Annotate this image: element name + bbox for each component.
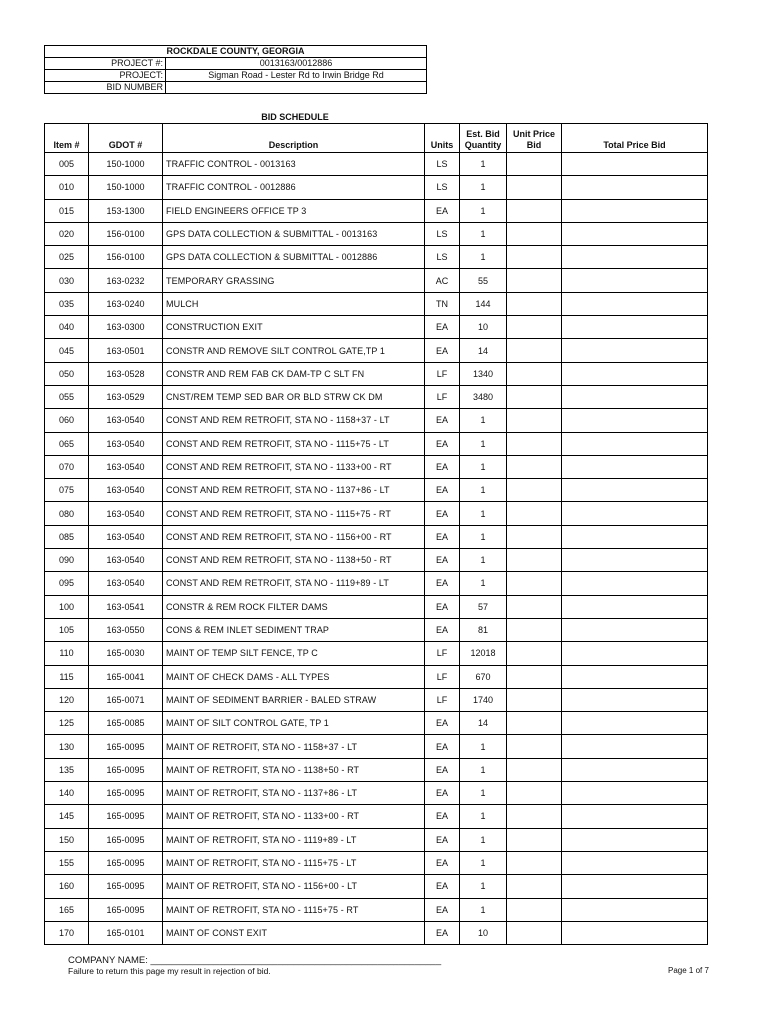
description-cell: CONSTRUCTION EXIT — [163, 316, 425, 339]
gdot-number-cell: 163-0529 — [89, 385, 163, 408]
table-row — [45, 409, 708, 432]
quantity-cell: 10 — [460, 921, 507, 944]
table-row — [45, 292, 708, 315]
unit-price-input-cell[interactable] — [507, 805, 562, 828]
col-unit-price-header: Unit Price Bid — [507, 124, 562, 153]
unit-price-input-cell[interactable] — [507, 898, 562, 921]
total-price-input-cell[interactable] — [562, 851, 708, 874]
table-row — [45, 665, 708, 688]
total-price-input-cell[interactable] — [562, 153, 708, 176]
item-number-cell: 145 — [45, 805, 89, 828]
quantity-cell: 1 — [460, 432, 507, 455]
gdot-number-cell: 165-0041 — [89, 665, 163, 688]
quantity-cell: 3480 — [460, 385, 507, 408]
item-number-cell: 030 — [45, 269, 89, 292]
description-cell: MAINT OF SILT CONTROL GATE, TP 1 — [163, 712, 425, 735]
table-row — [45, 735, 708, 758]
units-cell: EA — [425, 618, 460, 641]
table-header-row — [45, 124, 708, 153]
item-number-cell: 035 — [45, 292, 89, 315]
description-cell: MAINT OF CHECK DAMS - ALL TYPES — [163, 665, 425, 688]
col-units-header: Units — [425, 124, 460, 153]
total-price-input-cell[interactable] — [562, 758, 708, 781]
gdot-number-cell: 165-0095 — [89, 828, 163, 851]
gdot-number-cell: 165-0095 — [89, 875, 163, 898]
units-cell: EA — [425, 549, 460, 572]
quantity-cell: 1340 — [460, 362, 507, 385]
table-row — [45, 316, 708, 339]
total-price-input-cell[interactable] — [562, 782, 708, 805]
total-price-input-cell[interactable] — [562, 479, 708, 502]
total-price-input-cell[interactable] — [562, 828, 708, 851]
col-total-price-header: Total Price Bid — [562, 124, 708, 153]
total-price-input-cell[interactable] — [562, 805, 708, 828]
total-price-input-cell[interactable] — [562, 316, 708, 339]
table-row — [45, 572, 708, 595]
table-row — [45, 153, 708, 176]
unit-price-input-cell[interactable] — [507, 292, 562, 315]
project-name-row — [45, 70, 427, 82]
units-cell: LS — [425, 222, 460, 245]
gdot-number-cell: 153-1300 — [89, 199, 163, 222]
description-cell: MAINT OF RETROFIT, STA NO - 1137+86 - LT — [163, 782, 425, 805]
col-description-header: Description — [163, 124, 425, 153]
gdot-number-cell: 165-0095 — [89, 735, 163, 758]
quantity-cell: 1 — [460, 898, 507, 921]
units-cell: EA — [425, 875, 460, 898]
table-row — [45, 875, 708, 898]
total-price-input-cell[interactable] — [562, 409, 708, 432]
unit-price-input-cell[interactable] — [507, 455, 562, 478]
description-cell: MAINT OF RETROFIT, STA NO - 1133+00 - RT — [163, 805, 425, 828]
description-cell: MAINT OF RETROFIT, STA NO - 1156+00 - LT — [163, 875, 425, 898]
unit-price-input-cell[interactable] — [507, 176, 562, 199]
gdot-number-cell: 165-0101 — [89, 921, 163, 944]
item-number-cell: 010 — [45, 176, 89, 199]
unit-price-input-cell[interactable] — [507, 642, 562, 665]
total-price-input-cell[interactable] — [562, 362, 708, 385]
table-row — [45, 362, 708, 385]
col-gdot-header: GDOT # — [89, 124, 163, 153]
total-price-input-cell[interactable] — [562, 875, 708, 898]
quantity-cell: 1 — [460, 851, 507, 874]
project-info-table — [44, 45, 427, 94]
item-number-cell: 155 — [45, 851, 89, 874]
description-cell: CONSTR AND REMOVE SILT CONTROL GATE,TP 1 — [163, 339, 425, 362]
total-price-input-cell[interactable] — [562, 735, 708, 758]
unit-price-input-cell[interactable] — [507, 875, 562, 898]
unit-price-input-cell[interactable] — [507, 432, 562, 455]
units-cell: EA — [425, 595, 460, 618]
description-cell: MAINT OF RETROFIT, STA NO - 1158+37 - LT — [163, 735, 425, 758]
units-cell: EA — [425, 828, 460, 851]
item-number-cell: 090 — [45, 549, 89, 572]
page-number: Page 1 of 7 — [668, 966, 709, 975]
description-cell: CONSTR & REM ROCK FILTER DAMS — [163, 595, 425, 618]
table-row — [45, 269, 708, 292]
gdot-number-cell: 163-0540 — [89, 455, 163, 478]
gdot-number-cell: 163-0528 — [89, 362, 163, 385]
unit-price-input-cell[interactable] — [507, 316, 562, 339]
quantity-cell: 1740 — [460, 688, 507, 711]
item-number-cell: 080 — [45, 502, 89, 525]
quantity-cell: 1 — [460, 549, 507, 572]
description-cell: MULCH — [163, 292, 425, 315]
quantity-cell: 14 — [460, 339, 507, 362]
item-number-cell: 100 — [45, 595, 89, 618]
total-price-input-cell[interactable] — [562, 549, 708, 572]
item-number-cell: 105 — [45, 618, 89, 641]
unit-price-input-cell[interactable] — [507, 409, 562, 432]
item-number-cell: 150 — [45, 828, 89, 851]
units-cell: EA — [425, 712, 460, 735]
company-name-line[interactable]: COMPANY NAME: _______________________________________________________ — [68, 955, 442, 966]
item-number-cell: 130 — [45, 735, 89, 758]
units-cell: EA — [425, 921, 460, 944]
project-number-label: PROJECT #: — [45, 58, 166, 70]
col-item-header: Item # — [45, 124, 89, 153]
description-cell: FIELD ENGINEERS OFFICE TP 3 — [163, 199, 425, 222]
gdot-number-cell: 165-0095 — [89, 758, 163, 781]
item-number-cell: 065 — [45, 432, 89, 455]
item-number-cell: 120 — [45, 688, 89, 711]
total-price-input-cell[interactable] — [562, 525, 708, 548]
description-cell: MAINT OF RETROFIT, STA NO - 1138+50 - RT — [163, 758, 425, 781]
item-number-cell: 110 — [45, 642, 89, 665]
quantity-cell: 1 — [460, 572, 507, 595]
description-cell: CONST AND REM RETROFIT, STA NO - 1138+50 - RT — [163, 549, 425, 572]
total-price-input-cell[interactable] — [562, 432, 708, 455]
unit-price-input-cell[interactable] — [507, 269, 562, 292]
total-price-input-cell[interactable] — [562, 339, 708, 362]
item-number-cell: 135 — [45, 758, 89, 781]
unit-price-input-cell[interactable] — [507, 712, 562, 735]
quantity-cell: 57 — [460, 595, 507, 618]
gdot-number-cell: 163-0540 — [89, 525, 163, 548]
quantity-cell: 1 — [460, 735, 507, 758]
units-cell: LS — [425, 176, 460, 199]
unit-price-input-cell[interactable] — [507, 153, 562, 176]
item-number-cell: 170 — [45, 921, 89, 944]
quantity-cell: 144 — [460, 292, 507, 315]
table-row — [45, 199, 708, 222]
bid-number-value[interactable] — [166, 82, 427, 94]
gdot-number-cell: 163-0540 — [89, 502, 163, 525]
project-name-label: PROJECT: — [45, 70, 166, 82]
units-cell: EA — [425, 805, 460, 828]
table-row — [45, 618, 708, 641]
total-price-input-cell[interactable] — [562, 222, 708, 245]
total-price-input-cell[interactable] — [562, 246, 708, 269]
units-cell: LF — [425, 362, 460, 385]
gdot-number-cell: 163-0550 — [89, 618, 163, 641]
unit-price-input-cell[interactable] — [507, 665, 562, 688]
description-cell: CONST AND REM RETROFIT, STA NO - 1158+37 - LT — [163, 409, 425, 432]
units-cell: EA — [425, 409, 460, 432]
units-cell: EA — [425, 316, 460, 339]
units-cell: EA — [425, 572, 460, 595]
unit-price-input-cell[interactable] — [507, 479, 562, 502]
quantity-cell: 1 — [460, 176, 507, 199]
project-number-value: 0013163/0012886 — [166, 58, 427, 70]
county-title: ROCKDALE COUNTY, GEORGIA — [45, 46, 427, 58]
table-row — [45, 688, 708, 711]
units-cell: TN — [425, 292, 460, 315]
unit-price-input-cell[interactable] — [507, 525, 562, 548]
units-cell: LF — [425, 642, 460, 665]
gdot-number-cell: 163-0540 — [89, 572, 163, 595]
units-cell: EA — [425, 525, 460, 548]
item-number-cell: 085 — [45, 525, 89, 548]
gdot-number-cell: 156-0100 — [89, 222, 163, 245]
description-cell: MAINT OF RETROFIT, STA NO - 1115+75 - LT — [163, 851, 425, 874]
item-number-cell: 060 — [45, 409, 89, 432]
quantity-cell: 1 — [460, 455, 507, 478]
table-row — [45, 712, 708, 735]
unit-price-input-cell[interactable] — [507, 921, 562, 944]
table-row — [45, 898, 708, 921]
unit-price-input-cell[interactable] — [507, 339, 562, 362]
total-price-input-cell[interactable] — [562, 642, 708, 665]
item-number-cell: 115 — [45, 665, 89, 688]
description-cell: MAINT OF RETROFIT, STA NO - 1119+89 - LT — [163, 828, 425, 851]
units-cell: EA — [425, 851, 460, 874]
schedule-title: BID SCHEDULE — [261, 112, 329, 122]
gdot-number-cell: 163-0232 — [89, 269, 163, 292]
unit-price-input-cell[interactable] — [507, 735, 562, 758]
unit-price-input-cell[interactable] — [507, 572, 562, 595]
total-price-input-cell[interactable] — [562, 618, 708, 641]
total-price-input-cell[interactable] — [562, 502, 708, 525]
table-row — [45, 385, 708, 408]
gdot-number-cell: 163-0300 — [89, 316, 163, 339]
rejection-warning: Failure to return this page my result in rejection of bid. — [68, 966, 271, 976]
bid-schedule-table — [44, 123, 708, 945]
gdot-number-cell: 163-0541 — [89, 595, 163, 618]
table-row — [45, 339, 708, 362]
gdot-number-cell: 165-0095 — [89, 898, 163, 921]
unit-price-input-cell[interactable] — [507, 758, 562, 781]
quantity-cell: 10 — [460, 316, 507, 339]
quantity-cell: 1 — [460, 199, 507, 222]
bid-number-row — [45, 82, 427, 94]
total-price-input-cell[interactable] — [562, 199, 708, 222]
table-row — [45, 921, 708, 944]
units-cell: LS — [425, 246, 460, 269]
description-cell: CONST AND REM RETROFIT, STA NO - 1156+00 - RT — [163, 525, 425, 548]
item-number-cell: 140 — [45, 782, 89, 805]
gdot-number-cell: 165-0095 — [89, 851, 163, 874]
item-number-cell: 125 — [45, 712, 89, 735]
item-number-cell: 045 — [45, 339, 89, 362]
units-cell: LF — [425, 665, 460, 688]
gdot-number-cell: 156-0100 — [89, 246, 163, 269]
table-row — [45, 246, 708, 269]
quantity-cell: 81 — [460, 618, 507, 641]
project-number-row — [45, 58, 427, 70]
table-row — [45, 525, 708, 548]
gdot-number-cell: 165-0085 — [89, 712, 163, 735]
item-number-cell: 025 — [45, 246, 89, 269]
quantity-cell: 1 — [460, 805, 507, 828]
table-row — [45, 828, 708, 851]
quantity-cell: 1 — [460, 758, 507, 781]
total-price-input-cell[interactable] — [562, 572, 708, 595]
gdot-number-cell: 165-0071 — [89, 688, 163, 711]
gdot-number-cell: 163-0540 — [89, 432, 163, 455]
units-cell: EA — [425, 199, 460, 222]
item-number-cell: 055 — [45, 385, 89, 408]
total-price-input-cell[interactable] — [562, 712, 708, 735]
description-cell: MAINT OF TEMP SILT FENCE, TP C — [163, 642, 425, 665]
units-cell: EA — [425, 339, 460, 362]
gdot-number-cell: 165-0030 — [89, 642, 163, 665]
description-cell: MAINT OF SEDIMENT BARRIER - BALED STRAW — [163, 688, 425, 711]
description-cell: TRAFFIC CONTROL - 0013163 — [163, 153, 425, 176]
gdot-number-cell: 163-0540 — [89, 549, 163, 572]
description-cell: GPS DATA COLLECTION & SUBMITTAL - 0012886 — [163, 246, 425, 269]
quantity-cell: 1 — [460, 153, 507, 176]
gdot-number-cell: 150-1000 — [89, 176, 163, 199]
total-price-input-cell[interactable] — [562, 898, 708, 921]
quantity-cell: 1 — [460, 875, 507, 898]
table-row — [45, 758, 708, 781]
quantity-cell: 1 — [460, 525, 507, 548]
gdot-number-cell: 165-0095 — [89, 782, 163, 805]
quantity-cell: 1 — [460, 479, 507, 502]
description-cell: CONST AND REM RETROFIT, STA NO - 1115+75 - RT — [163, 502, 425, 525]
gdot-number-cell: 163-0540 — [89, 479, 163, 502]
item-number-cell: 075 — [45, 479, 89, 502]
units-cell: AC — [425, 269, 460, 292]
project-name-value: Sigman Road - Lester Rd to Irwin Bridge Rd — [166, 70, 427, 82]
units-cell: LF — [425, 688, 460, 711]
description-cell: CONST AND REM RETROFIT, STA NO - 1115+75 - LT — [163, 432, 425, 455]
table-row — [45, 432, 708, 455]
quantity-cell: 1 — [460, 222, 507, 245]
table-row — [45, 805, 708, 828]
table-row — [45, 479, 708, 502]
table-row — [45, 455, 708, 478]
quantity-cell: 14 — [460, 712, 507, 735]
item-number-cell: 095 — [45, 572, 89, 595]
item-number-cell: 005 — [45, 153, 89, 176]
item-number-cell: 040 — [45, 316, 89, 339]
unit-price-input-cell[interactable] — [507, 385, 562, 408]
total-price-input-cell[interactable] — [562, 688, 708, 711]
item-number-cell: 165 — [45, 898, 89, 921]
description-cell: CNST/REM TEMP SED BAR OR BLD STRW CK DM — [163, 385, 425, 408]
unit-price-input-cell[interactable] — [507, 782, 562, 805]
description-cell: TRAFFIC CONTROL - 0012886 — [163, 176, 425, 199]
unit-price-input-cell[interactable] — [507, 688, 562, 711]
units-cell: EA — [425, 432, 460, 455]
table-row — [45, 222, 708, 245]
unit-price-input-cell[interactable] — [507, 618, 562, 641]
col-quantity-header: Est. Bid Quantity — [460, 124, 507, 153]
gdot-number-cell: 165-0095 — [89, 805, 163, 828]
units-cell: LF — [425, 385, 460, 408]
total-price-input-cell[interactable] — [562, 385, 708, 408]
quantity-cell: 670 — [460, 665, 507, 688]
total-price-input-cell[interactable] — [562, 292, 708, 315]
unit-price-input-cell[interactable] — [507, 502, 562, 525]
quantity-cell: 1 — [460, 828, 507, 851]
bid-rows — [45, 153, 708, 945]
quantity-cell: 1 — [460, 502, 507, 525]
units-cell: EA — [425, 758, 460, 781]
description-cell: CONST AND REM RETROFIT, STA NO - 1137+86 - LT — [163, 479, 425, 502]
total-price-input-cell[interactable] — [562, 595, 708, 618]
description-cell: CONST AND REM RETROFIT, STA NO - 1133+00 - RT — [163, 455, 425, 478]
item-number-cell: 070 — [45, 455, 89, 478]
description-cell: TEMPORARY GRASSING — [163, 269, 425, 292]
description-cell: CONST AND REM RETROFIT, STA NO - 1119+89 - LT — [163, 572, 425, 595]
gdot-number-cell: 163-0501 — [89, 339, 163, 362]
quantity-cell: 55 — [460, 269, 507, 292]
units-cell: EA — [425, 502, 460, 525]
table-row — [45, 782, 708, 805]
total-price-input-cell[interactable] — [562, 176, 708, 199]
description-cell: CONS & REM INLET SEDIMENT TRAP — [163, 618, 425, 641]
gdot-number-cell: 163-0240 — [89, 292, 163, 315]
bid-number-label: BID NUMBER — [45, 82, 166, 94]
unit-price-input-cell[interactable] — [507, 222, 562, 245]
item-number-cell: 160 — [45, 875, 89, 898]
unit-price-input-cell[interactable] — [507, 246, 562, 269]
units-cell: EA — [425, 782, 460, 805]
units-cell: LS — [425, 153, 460, 176]
quantity-cell: 1 — [460, 409, 507, 432]
units-cell: EA — [425, 479, 460, 502]
unit-price-input-cell[interactable] — [507, 199, 562, 222]
description-cell: MAINT OF RETROFIT, STA NO - 1115+75 - RT — [163, 898, 425, 921]
units-cell: EA — [425, 898, 460, 921]
table-row — [45, 595, 708, 618]
unit-price-input-cell[interactable] — [507, 851, 562, 874]
item-number-cell: 015 — [45, 199, 89, 222]
unit-price-input-cell[interactable] — [507, 362, 562, 385]
table-row — [45, 502, 708, 525]
total-price-input-cell[interactable] — [562, 455, 708, 478]
unit-price-input-cell[interactable] — [507, 595, 562, 618]
total-price-input-cell[interactable] — [562, 921, 708, 944]
total-price-input-cell[interactable] — [562, 665, 708, 688]
gdot-number-cell: 163-0540 — [89, 409, 163, 432]
description-cell: CONSTR AND REM FAB CK DAM-TP C SLT FN — [163, 362, 425, 385]
table-row — [45, 549, 708, 572]
quantity-cell: 12018 — [460, 642, 507, 665]
units-cell: EA — [425, 455, 460, 478]
quantity-cell: 1 — [460, 782, 507, 805]
item-number-cell: 020 — [45, 222, 89, 245]
description-cell: GPS DATA COLLECTION & SUBMITTAL - 0013163 — [163, 222, 425, 245]
unit-price-input-cell[interactable] — [507, 828, 562, 851]
table-row — [45, 176, 708, 199]
table-row — [45, 851, 708, 874]
total-price-input-cell[interactable] — [562, 269, 708, 292]
gdot-number-cell: 150-1000 — [89, 153, 163, 176]
unit-price-input-cell[interactable] — [507, 549, 562, 572]
units-cell: EA — [425, 735, 460, 758]
table-row — [45, 642, 708, 665]
quantity-cell: 1 — [460, 246, 507, 269]
description-cell: MAINT OF CONST EXIT — [163, 921, 425, 944]
item-number-cell: 050 — [45, 362, 89, 385]
